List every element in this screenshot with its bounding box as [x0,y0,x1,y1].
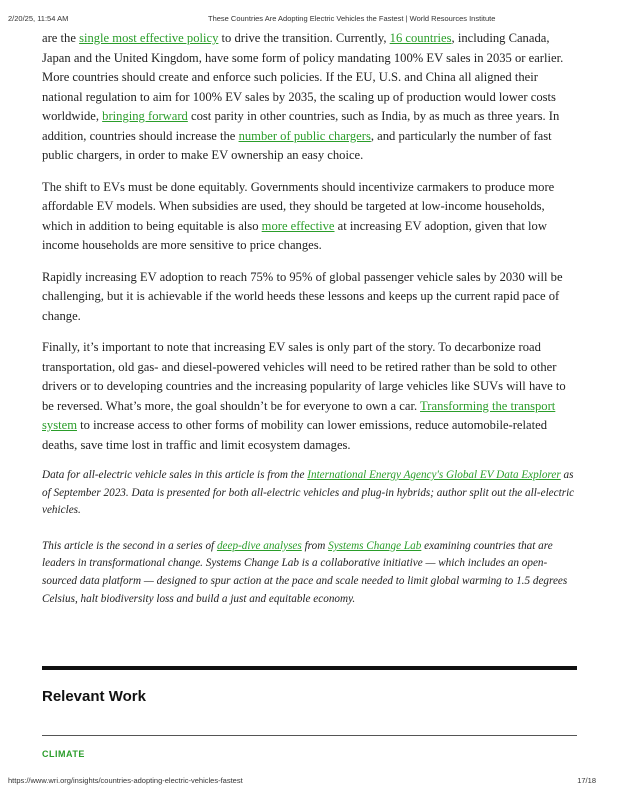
page-number: 17/18 [577,776,596,785]
text-run: at increasing EV adoption, given that low income households are more sensitive to price changes. [42,218,547,252]
print-date: 2/20/25, 11:54 AM [8,14,69,23]
link-transforming-transport-system[interactable]: Transforming the transport system [42,398,556,432]
article-body [42,29,576,626]
text-run: to drive the transition. Currently, [218,31,390,45]
paragraph-transport [42,338,576,455]
paragraph-adoption [42,268,576,327]
relevant-work-heading: Relevant Work [42,688,146,705]
link-iea-ev-data-explorer[interactable]: International Energy Agency's Global EV Data Explorer [307,469,561,481]
print-page-title: These Countries Are Adopting Electric Vehicles the Fastest | World Resources Institute [208,14,496,23]
text-run: examining countries that are leaders in transformational change. Systems Change Lab is a collaborative initiative — which includes an open-sourced data platform — designed to spur action at the pace and scale needed to limit global warming to 1.5 degrees Celsius, halt biodiversity loss and build a just and equitable economy. [42,539,568,605]
text-run: This article is the second in a series of [42,539,217,552]
link-bringing-forward[interactable]: bringing forward [102,109,188,123]
text-run: Data for all-electric vehicle sales in this article is from the [42,469,308,481]
category-climate-link[interactable]: CLIMATE [42,749,85,759]
section-divider-thick [42,666,577,670]
link-single-most-effective-policy[interactable]: single most effective policy [79,31,219,45]
text-run: Finally, it’s important to note that increasing EV sales is only part of the story. To decarbonize road transportation, old gas- and diesel-powered vehicles will need to be retired rather than be sold to other drivers or to developing countries and the increasing popularity of large vehicles like SUVs will have to be reversed. What’s more, the goal shouldn’t be for everyone to own a car. [42,340,566,413]
text-run: to increase access to other forms of mobility can lower emissions, reduce automobile-related deaths, save time lost in traffic and limit ecosystem damages. [42,418,547,452]
text-run: as of September 2023. Data is presented for both all-electric vehicles and plug-in hybrids; author split out the all-electric vehicles. [42,469,575,517]
paragraph-policy [42,29,576,166]
text-run: cost parity in other countries, such as India, by as much as three years. In addition, countries should increase the [42,109,560,143]
link-number-of-public-chargers[interactable]: number of public chargers [238,128,371,143]
text-run: are the [42,31,80,45]
text-run: , and particularly the number of fast public chargers, in order to make EV ownership an easy choice. [42,128,552,162]
text-run: , including Canada, Japan and the United Kingdom, have some form of policy mandating 100% EV sales in 2035 or earlier. More countries should create and enforce such policies. If the EU, U.S. and China all aligned their national regulation to aim for 100% EV sales by 2035, the scaling up of production would lower costs worldwide, [42,31,564,123]
print-url: https://www.wri.org/insights/countries-adopting-electric-vehicles-fastest [8,776,243,785]
paragraph-equity [42,178,576,256]
link-16-countries[interactable]: 16 countries [389,31,452,45]
link-systems-change-lab[interactable]: Systems Change Lab [328,539,422,552]
text-run: from [301,539,329,552]
note-data-source [42,467,576,520]
note-series [42,538,576,608]
link-more-effective[interactable]: more effective [261,218,335,233]
text-run: The shift to EVs must be done equitably. Governments should incentivize carmakers to produce more affordable EV models. When subsidies are used, they should be targeted at low-income households, which in addition to being equitable is also [42,179,555,233]
section-divider-thin [42,735,577,736]
text-run: Rapidly increasing EV adoption to reach 75% to 95% of global passenger vehicle sales by 2030 will be challenging, but it is achievable if the world heeds these lessons and keeps up the current rapid pace of change. [42,269,563,323]
link-deep-dive-analyses[interactable]: deep-dive analyses [216,539,302,552]
